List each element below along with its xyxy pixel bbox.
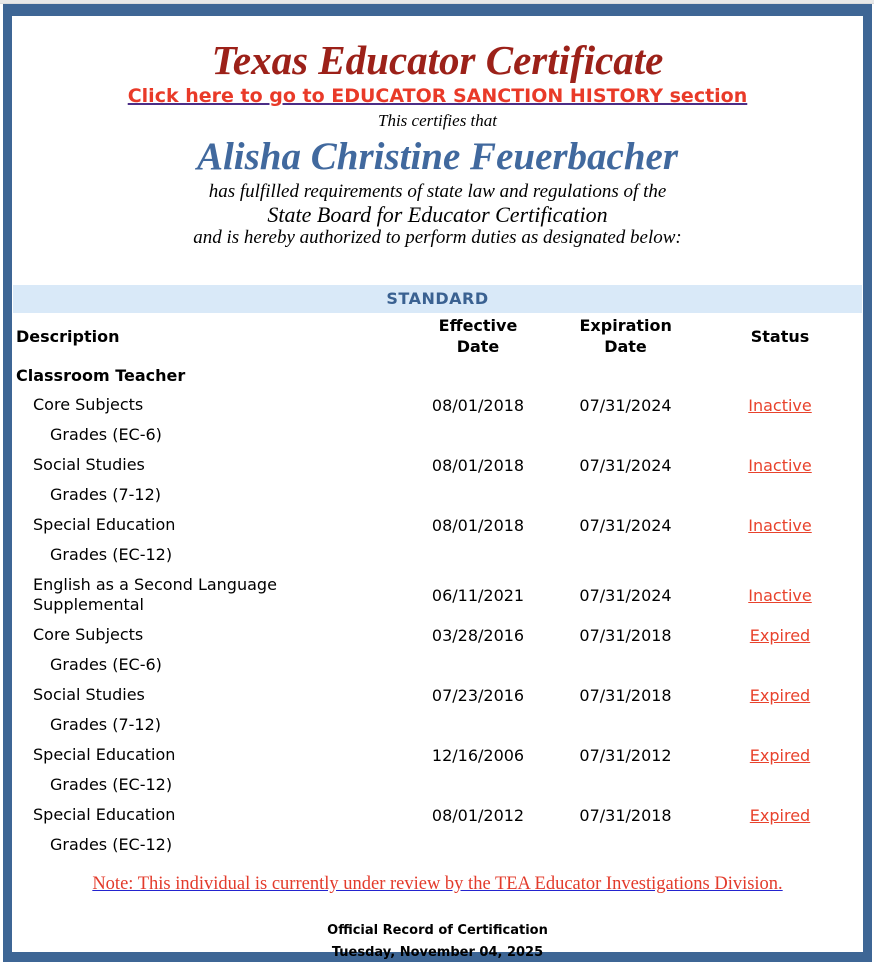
table-row [13,620,862,650]
effective-date: 12/16/2006 [431,745,525,765]
table-row [13,510,862,540]
table-row [13,740,862,770]
status-link[interactable]: Inactive [748,515,812,535]
review-note-link[interactable]: Note: This individual is currently under review by the TEA Educator Investigations Division. [92,874,783,894]
record-date: Tuesday, November 04, 2025 [331,945,544,960]
cert-grades: Grades (EC-12) [50,545,173,564]
table-header-row [13,313,862,359]
certificate-footer [13,923,862,961]
effective-date: 08/01/2018 [431,515,525,535]
cert-name: Special Education [33,805,176,824]
column-header-effective-date: Effective Date [438,316,518,356]
cert-name: Core Subjects [33,395,144,414]
effective-date: 08/01/2018 [431,455,525,475]
cert-name: English as a Second Language [33,575,277,594]
cert-grades: Grades (EC-6) [50,655,162,674]
cert-grades: Grades (EC-6) [50,425,162,444]
effective-date: 07/23/2016 [431,685,525,705]
status-link[interactable]: Inactive [748,455,812,475]
column-header-expiration-date: Expiration Date [579,316,672,356]
sanction-history-link[interactable]: Click here to go to EDUCATOR SANCTION HISTORY section [127,85,748,107]
fulfilled-line: has fulfilled requirements of state law and regulations of the [208,181,667,202]
page-title: Texas Educator Certificate [211,37,664,83]
table-row [13,450,862,480]
status-link[interactable]: Expired [749,685,811,705]
status-link[interactable]: Expired [749,805,811,825]
effective-date: 08/01/2018 [431,395,525,415]
effective-date: 06/11/2021 [431,585,525,605]
status-link[interactable]: Expired [749,625,811,645]
cert-grades: Grades (EC-12) [50,775,173,794]
cert-grades: Grades (EC-12) [50,835,173,854]
cert-name: Social Studies [33,685,145,704]
status-link[interactable]: Inactive [748,395,812,415]
cert-name: Special Education [33,745,176,764]
expiration-date: 07/31/2024 [579,515,672,535]
column-header-status: Status [750,326,810,346]
effective-date: 08/01/2012 [431,805,525,825]
cert-name: Core Subjects [33,625,144,644]
certificate-page [3,4,872,962]
authorized-line: and is hereby authorized to perform duties as designated below: [193,227,682,248]
certificate-group-label: Classroom Teacher [16,366,186,385]
table-row [13,570,862,620]
expiration-date: 07/31/2018 [579,805,672,825]
educator-name: Alisha Christine Feuerbacher [196,135,679,178]
cert-name: Special Education [33,515,176,534]
cert-name-line2: Supplemental [33,595,144,614]
table-row [13,390,862,420]
certificate-header [13,38,862,249]
cert-grades: Grades (7-12) [50,715,161,734]
effective-date: 03/28/2016 [431,625,525,645]
expiration-date: 07/31/2024 [579,585,672,605]
official-record-label: Official Record of Certification [327,923,548,938]
cert-grades: Grades (7-12) [50,485,161,504]
expiration-date: 07/31/2018 [579,685,672,705]
section-header-standard: STANDARD [13,285,862,313]
board-line: State Board for Educator Certification [267,202,608,227]
cert-name: Social Studies [33,455,145,474]
certificate-table [13,285,862,860]
expiration-date: 07/31/2024 [579,395,672,415]
certifies-text: This certifies that [378,111,497,130]
expiration-date: 07/31/2012 [579,745,672,765]
table-row [13,680,862,710]
column-header-description: Description [16,326,120,346]
expiration-date: 07/31/2018 [579,625,672,645]
status-link[interactable]: Expired [749,745,811,765]
table-row [13,800,862,830]
status-link[interactable]: Inactive [748,585,812,605]
expiration-date: 07/31/2024 [579,455,672,475]
